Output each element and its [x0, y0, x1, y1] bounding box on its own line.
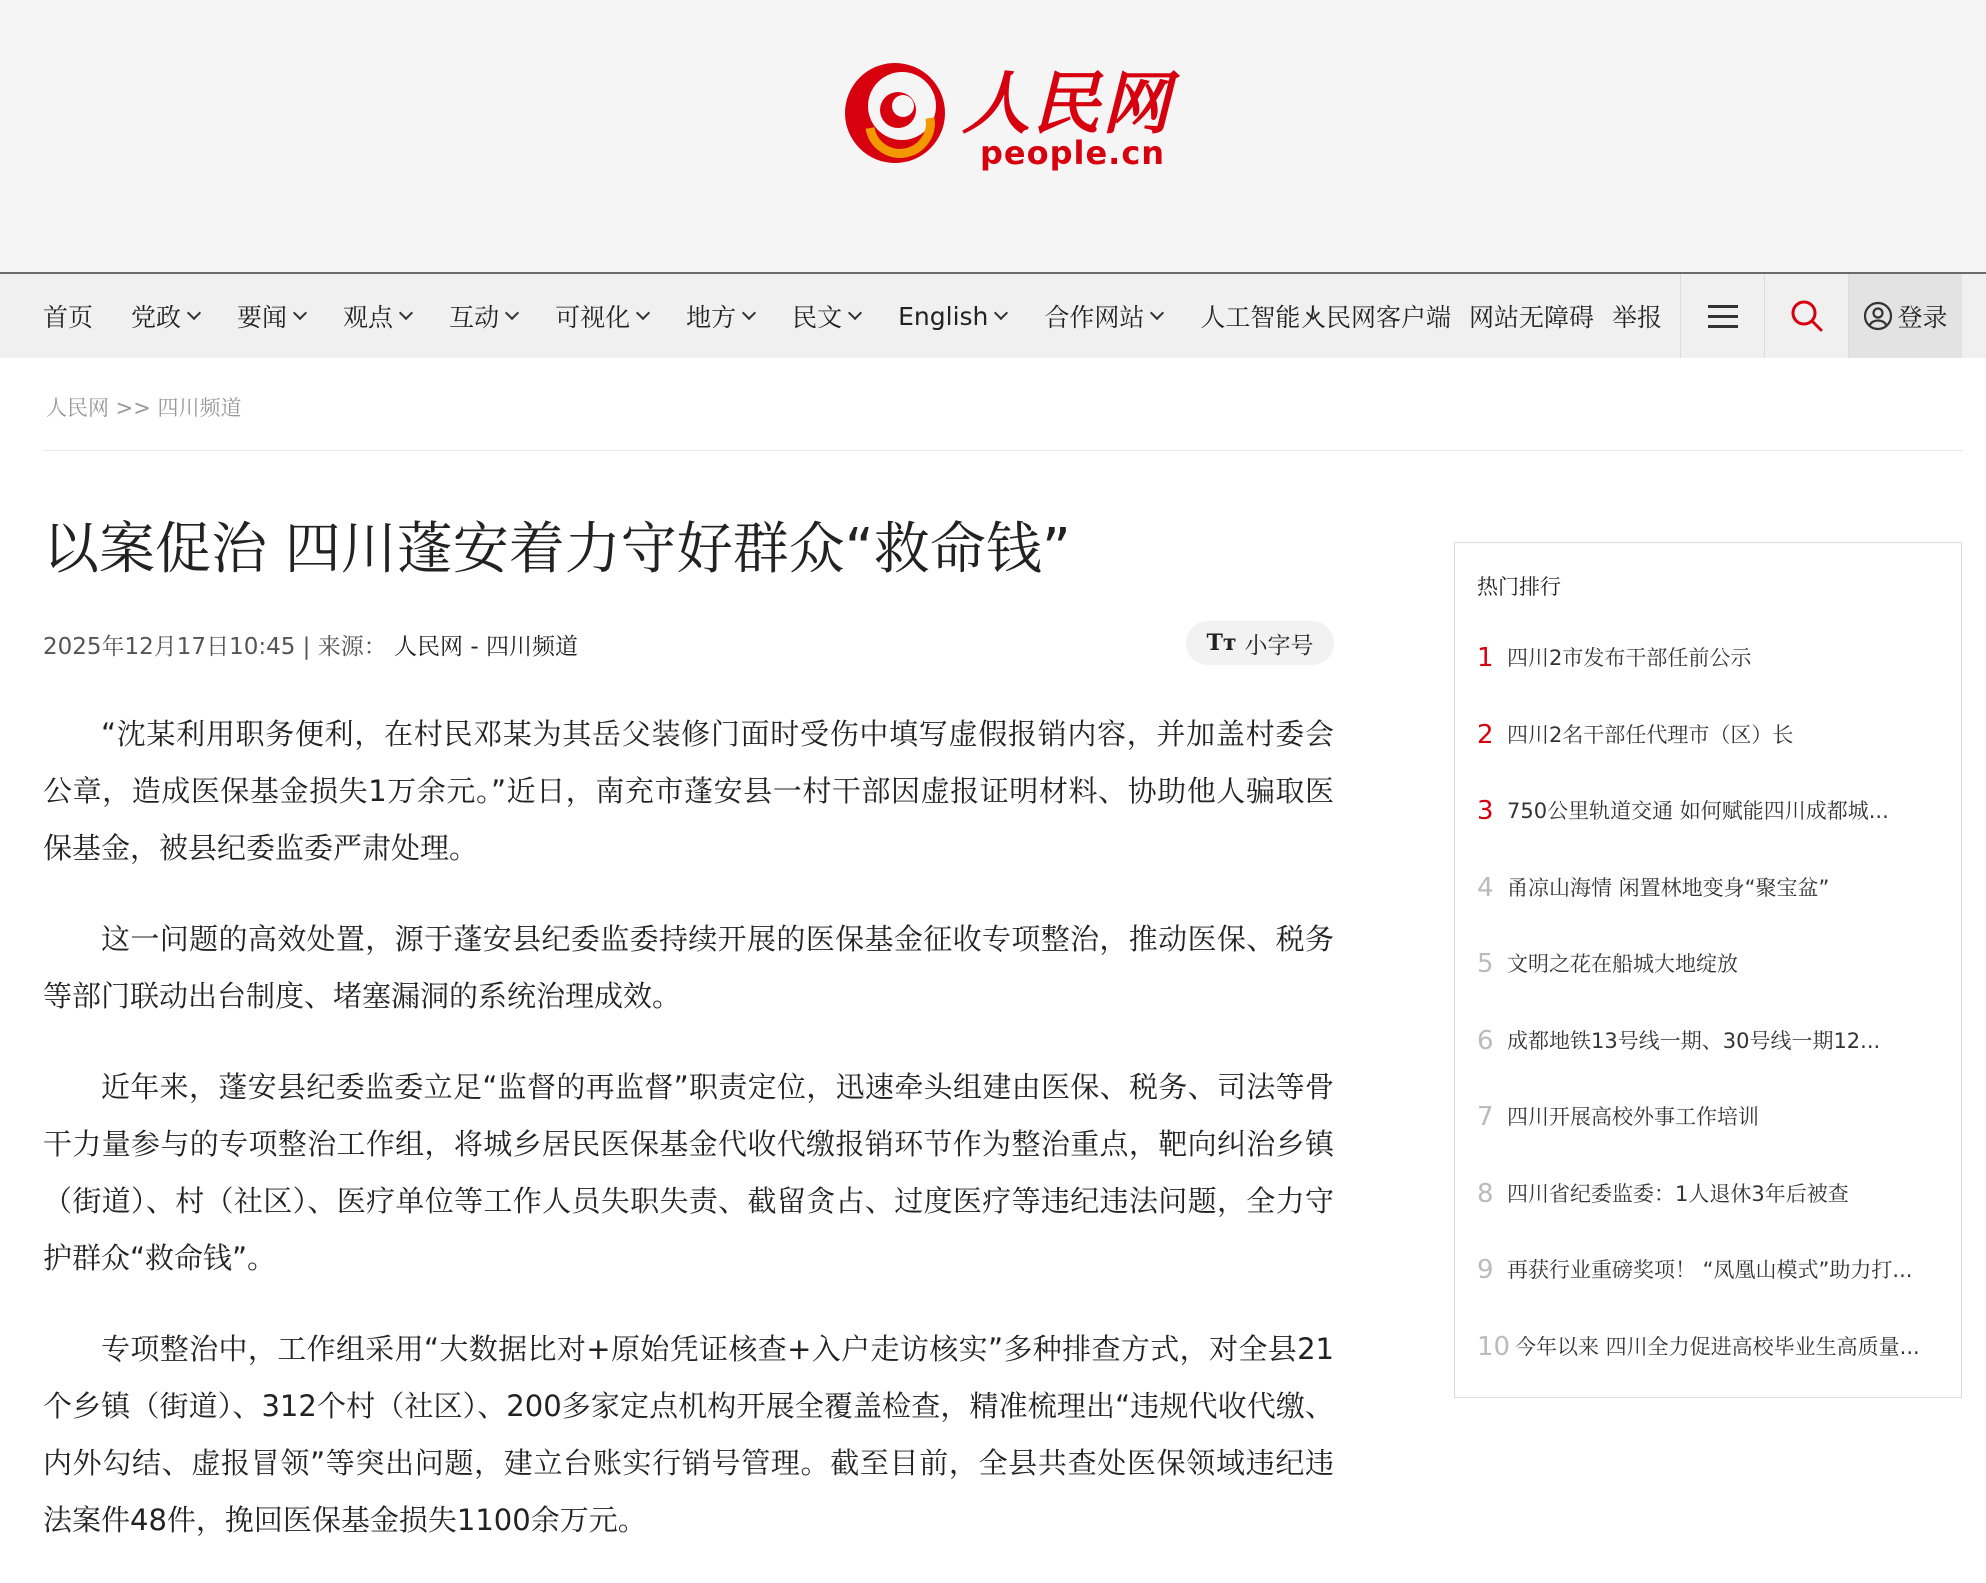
nav-item-label: 观点 [343, 303, 394, 332]
hot-item[interactable] [1477, 1024, 1947, 1101]
nav-item-label: 党政 [131, 303, 182, 332]
chevron-down-icon [1150, 306, 1164, 320]
nav-item-home[interactable] [43, 298, 93, 334]
main-nav [0, 272, 1986, 358]
hot-item-text: 四川省纪委监委：1人退休3年后被查 [1507, 1181, 1849, 1206]
nav-right [1301, 274, 1986, 358]
meta-separator: | [302, 634, 318, 660]
chevron-down-icon [742, 306, 756, 320]
hot-item[interactable] [1477, 1100, 1947, 1177]
rank-number: 8 [1477, 1178, 1494, 1209]
font-size-label: 小字号 [1244, 632, 1314, 659]
hot-item-text: 四川2市发布干部任前公示 [1507, 646, 1752, 670]
nav-item-label: 首页 [43, 303, 94, 332]
hamburger-menu-icon [1707, 302, 1739, 330]
nav-item-label: 地方 [686, 303, 737, 332]
nav-item-party[interactable] [131, 298, 199, 334]
article-title: 以案促治 四川蓬安着力守好群众“救命钱” [43, 517, 1071, 582]
hot-item-text: 今年以来 四川全力促进高校毕业生高质量... [1515, 1334, 1920, 1359]
hot-item-text: 文明之花在船城大地绽放 [1507, 952, 1738, 976]
site-logo[interactable] [840, 50, 1173, 180]
logo-text-en: people.cn [980, 134, 1166, 172]
search-button[interactable] [1764, 274, 1848, 358]
nav-item-label: 合作网站 [1044, 303, 1145, 332]
nav-link-accessibility[interactable]: 网站无障碍 [1468, 303, 1594, 332]
article-paragraph: “沈某利用职务便利，在村民邓某为其岳父装修门面时受伤中填写虚假报销内容，并加盖村委会公章，造成医保基金损失1万余元。”近日，南充市蓬安县一村干部因虚报证明材料、协助他人骗取医保基金，被县纪委监委严肃处理。 [43, 717, 1334, 865]
rank-number: 3 [1477, 796, 1494, 826]
nav-item-minwen[interactable] [792, 298, 860, 334]
rank-number: 7 [1477, 1102, 1494, 1132]
hot-item[interactable] [1477, 718, 1947, 795]
article-paragraph: 专项整治中，工作组采用“大数据比对+原始凭证核查+入户走访核实”多种排查方式，对全县21个乡镇（街道）、312个村（社区）、200多家定点机构开展全覆盖检查，精准梳理出“违规代收代缴、内外勾结、虚报冒领”等突出问题，建立台账实行销号管理。截至目前，全县共查处医保领域违纪违法案件48件，挽回医保基金损失1100余万元。 [43, 1332, 1334, 1537]
rank-number: 10 [1477, 1331, 1511, 1362]
nav-item-english[interactable] [898, 302, 1006, 331]
hot-item[interactable] [1477, 641, 1947, 718]
chevron-down-icon [399, 306, 413, 320]
font-size-toggle[interactable] [1186, 621, 1334, 665]
nav-item-label: 要闻 [237, 303, 288, 332]
nav-items [43, 274, 1356, 358]
rank-number: 2 [1477, 719, 1494, 750]
nav-link-client[interactable]: 人民网客户端 [1300, 303, 1451, 332]
chevron-down-icon [505, 306, 519, 320]
article-source[interactable]: 人民网 - 四川频道 [394, 634, 578, 660]
hot-item-text: 成都地铁13号线一期、30号线一期12... [1507, 1028, 1881, 1053]
chevron-down-icon [994, 306, 1008, 320]
hot-item-text: 甬凉山海情 闲置林地变身“聚宝盆” [1507, 875, 1830, 900]
source-label: 来源： [317, 634, 387, 660]
nav-item-visual[interactable] [555, 298, 648, 334]
nav-item-opinion[interactable] [343, 298, 411, 334]
hot-item[interactable] [1477, 1177, 1947, 1254]
nav-item-partners[interactable] [1044, 298, 1162, 334]
hot-ranking-panel [1454, 542, 1962, 1398]
hot-item-text: 再获行业重磅奖项！ “凤凰山模式”助力打... [1507, 1258, 1913, 1282]
article-paragraph: 这一问题的高效处置，源于蓬安县纪委监委持续开展的医保基金征收专项整治，推动医保、税务等部门联动出台制度、堵塞漏洞的系统治理成效。 [43, 922, 1334, 1013]
hot-item[interactable] [1477, 1330, 1947, 1407]
divider [43, 450, 1963, 451]
login-button[interactable] [1848, 274, 1962, 358]
nav-item-label: 可视化 [555, 303, 631, 332]
article-meta [43, 628, 578, 661]
article-paragraph: 近年来，蓬安县纪委监委立足“监督的再监督”职责定位，迅速牵头组建由医保、税务、司法等骨干力量参与的专项整治工作组，将城乡居民医保基金代收代缴报销环节作为整治重点，靶向纠治乡镇（街道）、村（社区）、医疗单位等工作人员失职失责、截留贪占、过度医疗等违纪违法问题，全力守护群众“救命钱”。 [43, 1070, 1334, 1275]
chevron-down-icon [636, 306, 650, 320]
rank-number: 5 [1477, 949, 1494, 979]
rank-number: 6 [1477, 1025, 1494, 1056]
menu-button[interactable] [1680, 274, 1764, 358]
chevron-down-icon [293, 306, 307, 320]
nav-item-label: 人工智能 [1200, 303, 1301, 332]
hot-ranking-list [1477, 641, 1947, 1406]
breadcrumb[interactable]: 人民网 >> 四川频道 [46, 396, 242, 420]
font-size-icon: Tт [1206, 630, 1237, 656]
nav-item-news[interactable] [237, 298, 305, 334]
hot-item-text: 四川2名干部任代理市（区）长 [1507, 722, 1794, 747]
chevron-down-icon [187, 306, 201, 320]
nav-item-local[interactable] [686, 298, 754, 334]
hot-item-text: 750公里轨道交通 如何赋能四川成都城... [1507, 799, 1889, 823]
search-icon [1790, 299, 1824, 333]
nav-item-label: 民文 [792, 303, 843, 332]
article-body [43, 706, 1334, 1583]
site-header [0, 0, 1986, 272]
logo-text-cn: 人民网 [962, 64, 1173, 144]
user-circle-icon [1863, 301, 1893, 331]
nav-item-label: 互动 [449, 303, 500, 332]
hot-item[interactable] [1477, 947, 1947, 1024]
rank-number: 9 [1477, 1255, 1494, 1285]
nav-item-interact[interactable] [449, 298, 517, 334]
login-label: 登录 [1897, 303, 1948, 332]
rank-number: 1 [1477, 643, 1494, 673]
hot-item[interactable] [1477, 794, 1947, 871]
people-daily-logo-mark-icon [840, 58, 950, 168]
hot-item[interactable] [1477, 1253, 1947, 1330]
rank-number: 4 [1477, 872, 1494, 903]
chevron-down-icon [848, 306, 862, 320]
nav-link-report[interactable]: 举报 [1611, 303, 1662, 332]
nav-item-label: English [898, 301, 989, 331]
article-date: 2025年12月17日10:45 [43, 634, 296, 660]
hot-ranking-title: 热门排行 [1477, 575, 1561, 599]
hot-item[interactable] [1477, 871, 1947, 948]
hot-item-text: 四川开展高校外事工作培训 [1507, 1105, 1759, 1129]
